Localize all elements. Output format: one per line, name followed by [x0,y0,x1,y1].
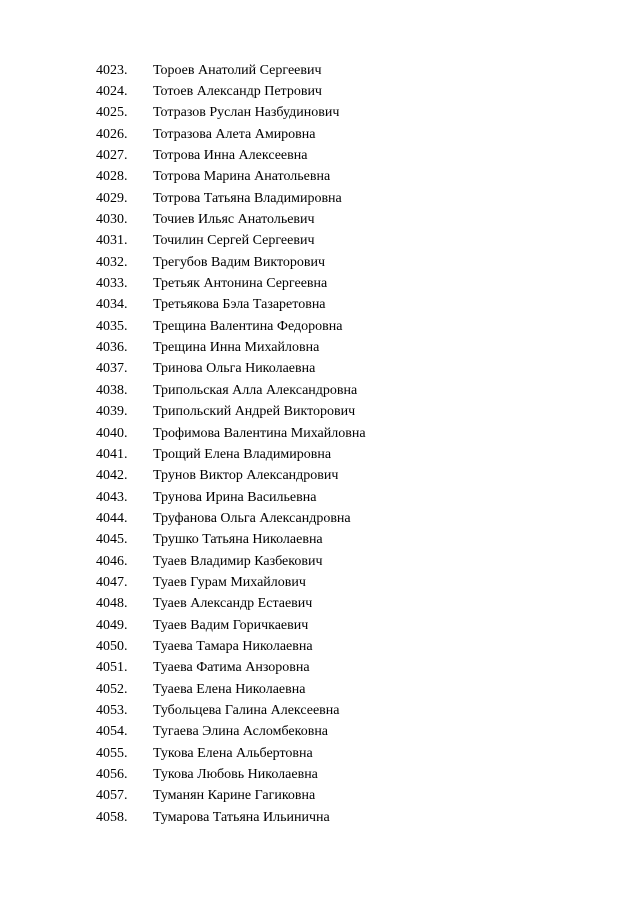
entry-name: Трушко Татьяна Николаевна [153,532,323,548]
list-item [96,700,366,721]
entry-number: 4050. [96,638,128,654]
list-item [96,508,366,529]
list-item [96,551,366,572]
list-item [96,273,366,294]
entry-name: Тотрова Татьяна Владимировна [153,190,342,206]
entry-number: 4033. [96,276,128,292]
list-item [96,722,366,743]
entry-number: 4039. [96,404,128,420]
entry-name: Трунова Ирина Васильевна [153,489,317,505]
list-item [96,252,366,273]
entry-name: Трещина Валентина Федоровна [153,318,343,334]
entry-number: 4041. [96,446,128,462]
entry-number: 4058. [96,809,128,825]
list-item [96,764,366,785]
list-item [96,337,366,358]
entry-number: 4057. [96,788,128,804]
entry-name: Туаев Владимир Казбекович [153,553,323,569]
list-item [96,60,366,81]
entry-number: 4028. [96,169,128,185]
entry-name: Тугаева Элина Асломбековна [153,724,329,740]
list-item [96,145,366,166]
list-item [96,743,366,764]
list-item [96,295,366,316]
list-item [96,594,366,615]
entry-number: 4024. [96,84,128,100]
entry-number: 4023. [96,62,128,78]
entry-number: 4036. [96,340,128,356]
list-item [96,188,366,209]
list-item [96,423,366,444]
entry-number: 4038. [96,382,128,398]
entry-number: 4026. [96,126,128,142]
list-item [96,209,366,230]
entry-name: Туманян Карине Гагиковна [153,788,316,804]
list-item [96,402,366,423]
list-item [96,81,366,102]
entry-number: 4047. [96,574,128,590]
list-item [96,615,366,636]
entry-number: 4040. [96,425,128,441]
list-item [96,487,366,508]
list-item [96,124,366,145]
entry-name: Тороев Анатолий Сергеевич [153,62,322,78]
entry-number: 4048. [96,596,128,612]
entry-name: Точилин Сергей Сергеевич [153,233,315,249]
entry-name: Труфанова Ольга Александровна [153,510,351,526]
entry-name: Третьяк Антонина Сергеевна [153,276,328,292]
entry-name: Туаев Вадим Горичкаевич [153,617,309,633]
list-item [96,380,366,401]
entry-number: 4054. [96,724,128,740]
entry-number: 4055. [96,745,128,761]
entry-name: Трещина Инна Михайловна [153,340,320,356]
list-item [96,636,366,657]
entry-name: Трегубов Вадим Викторович [153,254,326,270]
list-item [96,444,366,465]
list-item [96,658,366,679]
entry-name: Трипольская Алла Александровна [153,382,358,398]
entry-number: 4025. [96,105,128,121]
entry-number: 4030. [96,212,128,228]
entry-name: Тотрова Инна Алексеевна [153,148,308,164]
entry-name: Трофимова Валентина Михайловна [153,425,366,441]
entry-number: 4045. [96,532,128,548]
entry-number: 4032. [96,254,128,270]
entry-name: Тотрова Марина Анатольевна [153,169,331,185]
list-item [96,466,366,487]
entry-name: Точиев Ильяс Анатольевич [153,212,315,228]
entry-number: 4053. [96,702,128,718]
entry-name: Тотразова Алета Амировна [153,126,316,142]
entry-number: 4043. [96,489,128,505]
list-item [96,231,366,252]
entry-name: Туаев Гурам Михайлович [153,574,306,590]
entry-number: 4034. [96,297,128,313]
list-item [96,572,366,593]
entry-number: 4037. [96,361,128,377]
entry-name: Трунов Виктор Александрович [153,468,339,484]
entry-name: Тумарова Татьяна Ильинична [153,809,330,825]
entry-number: 4035. [96,318,128,334]
entry-number: 4051. [96,660,128,676]
list-item [96,316,366,337]
entry-number: 4052. [96,681,128,697]
list-item [96,679,366,700]
entry-name: Трощий Елена Владимировна [153,446,332,462]
list-item [96,103,366,124]
entry-name: Тотоев Александр Петрович [153,84,322,100]
entry-number: 4044. [96,510,128,526]
entry-number: 4042. [96,468,128,484]
entry-name: Тубольцева Галина Алексеевна [153,702,340,718]
list-item [96,786,366,807]
entry-name: Туаева Тамара Николаевна [153,638,313,654]
entry-number: 4056. [96,767,128,783]
entry-name: Тукова Любовь Николаевна [153,767,318,783]
entry-name: Тукова Елена Альбертовна [153,745,313,761]
entry-number: 4027. [96,148,128,164]
entry-number: 4046. [96,553,128,569]
entry-name: Туаева Елена Николаевна [153,681,306,697]
list-item [96,530,366,551]
name-list [96,60,366,828]
list-item [96,359,366,380]
entry-name: Тотразов Руслан Назбудинович [153,105,340,121]
entry-name: Третьякова Бэла Тазаретовна [153,297,326,313]
entry-number: 4029. [96,190,128,206]
entry-name: Тринова Ольга Николаевна [153,361,316,377]
list-item [96,807,366,828]
entry-name: Туаева Фатима Анзоровна [153,660,310,676]
entry-number: 4031. [96,233,128,249]
list-item [96,167,366,188]
entry-name: Трипольский Андрей Викторович [153,404,356,420]
entry-number: 4049. [96,617,128,633]
entry-name: Туаев Александр Естаевич [153,596,313,612]
